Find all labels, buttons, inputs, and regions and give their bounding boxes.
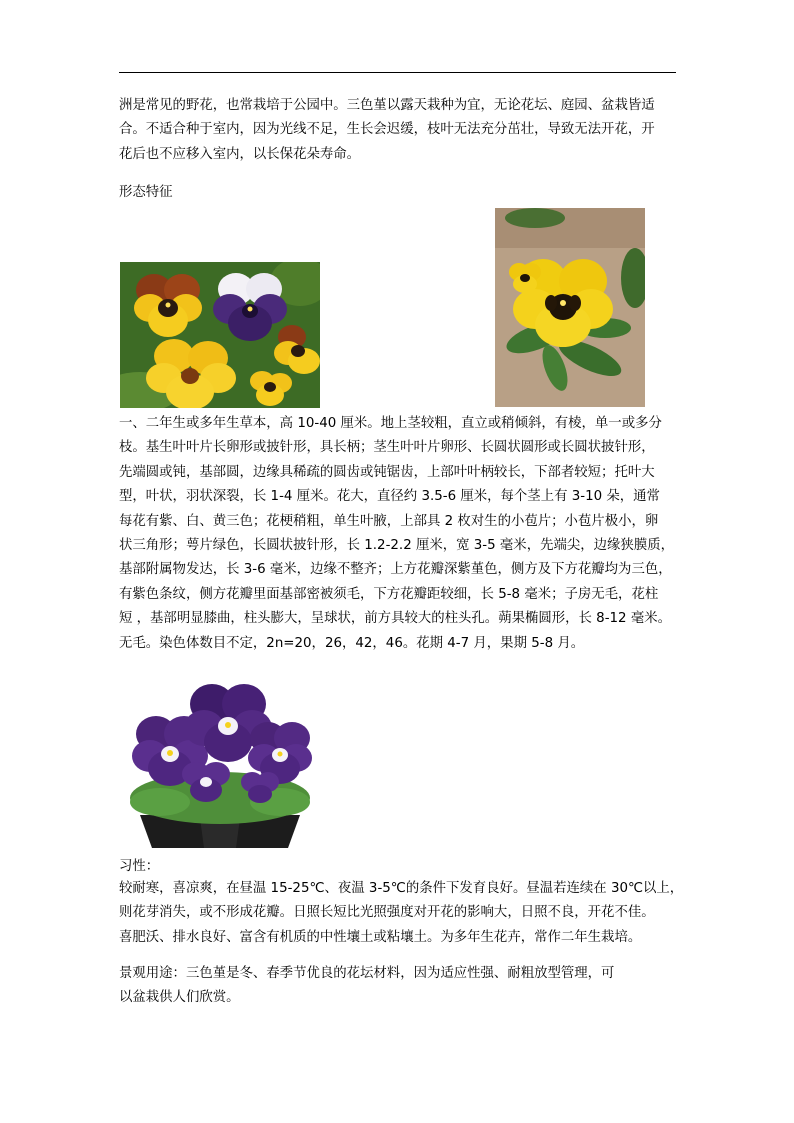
landscape-paragraph: [119, 962, 679, 1011]
morphology-line: 每花有紫、白、黄三色；花梗稍粗，单生叶腋，上部具 2 枚对生的小苞片；小苞片极小，卵: [119, 513, 659, 529]
intro-line: 花后也不应移入室内，以长保花朵寿命。: [119, 146, 361, 162]
morphology-heading: 形态特征: [119, 185, 173, 200]
morphology-line: 先端圆或钝，基部圆，边缘具稀疏的圆齿或钝锯齿，上部叶叶柄较长，下部者较短；托叶大: [119, 464, 655, 480]
intro-line: 洲是常见的野花，也常栽培于公园中。三色堇以露天栽种为宜，无论花坛、庭园、盆栽皆适: [119, 98, 655, 113]
pansy-mixed-photo: [120, 262, 320, 408]
intro-paragraph: [119, 94, 679, 167]
habit-line: 较耐寒，喜凉爽，在昼温 15-25℃、夜温 3-5℃的条件下发育良好。昼温若连续在 30℃以上，: [119, 881, 684, 896]
habit-heading: 习性：: [119, 859, 160, 874]
morphology-paragraph: [119, 412, 679, 656]
morphology-line: 型，叶状，羽状深裂，长 1-4 厘米。花大，直径约 3.5-6 厘米，每个茎上有 3-10 朵，通常: [119, 489, 660, 505]
intro-line: 合。不适合种于室内，因为光线不足，生长会迟缓，枝叶无法充分茁壮，导致无法开花，开: [119, 122, 655, 138]
morphology-line: 枝。基生叶叶片长卵形或披针形，具长柄；茎生叶叶片卵形、长圆状圆形或长圆状披针形，: [119, 440, 655, 456]
morphology-line: 无毛。染色体数目不定，2n=20，26，42，46。花期 4-7 月，果期 5-8 月。: [119, 635, 585, 651]
habit-line: 喜肥沃、排水良好、富含有机质的中性壤土或粘壤土。为多年生花卉，常作二年生栽培。: [119, 929, 642, 945]
pansy-purple-pot-photo: [120, 670, 319, 850]
habit-line: 则花芽消失，或不形成花瓣。日照长短比光照强度对开花的影响大，日照不良，开花不佳。: [119, 905, 655, 921]
header-rule: [119, 72, 676, 73]
morphology-line: 基部附属物发达，长 3-6 毫米，边缘不整齐；上方花瓣深紫堇色，侧方及下方花瓣均为三色，: [119, 562, 672, 578]
landscape-line: 以盆栽供人们欣赏。: [119, 990, 240, 1006]
morphology-line: 一、二年生或多年生草本，高 10-40 厘米。地上茎较粗，直立或稍倾斜，有棱，单一或多分: [119, 416, 662, 431]
morphology-line: 有紫色条纹，侧方花瓣里面基部密被须毛，下方花瓣距较细，长 5-8 毫米；子房无毛，花柱: [119, 586, 659, 602]
landscape-line: 景观用途：三色堇是冬、春季节优良的花坛材料，因为适应性强、耐粗放型管理，可: [119, 966, 615, 981]
habit-paragraph: [119, 877, 684, 950]
morphology-line: 状三角形；萼片绿色，长圆状披针形，长 1.2-2.2 厘米，宽 3-5 毫米，先端尖，边缘狭膜质，: [119, 538, 674, 554]
morphology-line: 短 ，基部明显膝曲，柱头膨大，呈球状，前方具较大的柱头孔。蒴果椭圆形，长 8-12 毫米。: [119, 611, 672, 627]
pansy-yellow-soil-photo: [495, 208, 645, 407]
